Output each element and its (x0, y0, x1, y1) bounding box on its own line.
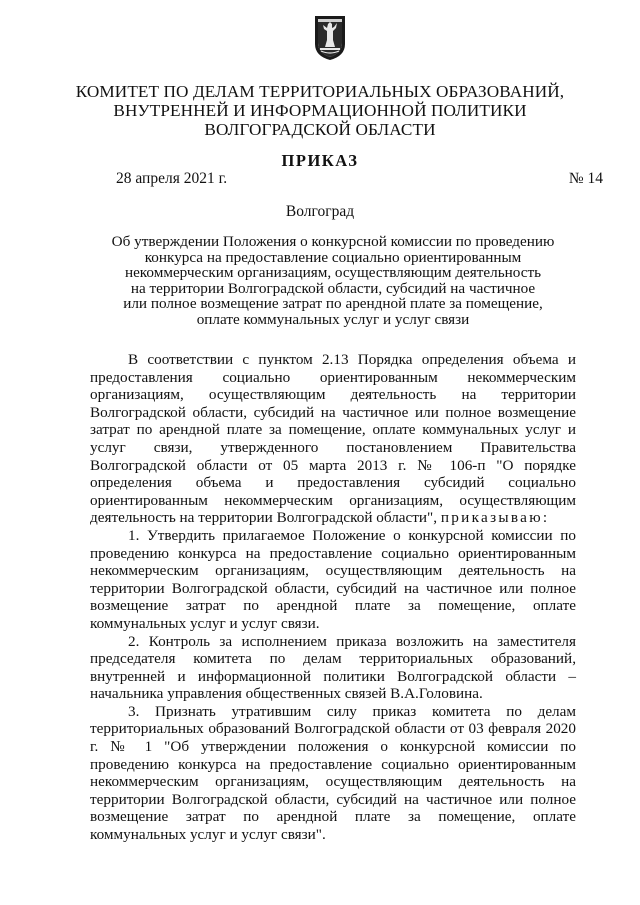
order-item: 3. Признать утратившим силу приказ комитета по делам территориальных образований Волгоградской области от 03 февраля 2020 г. № 1 "Об утверждении положения о конкурсной комиссии по проведению конкурса на предоставление социально ориентированным некоммерческим организациям, осуществляющим деятельность на территории Волгоградской области, субсидий на частичное или полное возмещение затрат по арендной плате за помещение, оплате коммунальных услуг и услуг связи". (90, 702, 576, 844)
volgograd-coat-of-arms-icon (313, 14, 347, 62)
preamble-text: В соответствии с пунктом 2.13 Порядка определения объема и предоставления социально ориентированным некоммерческим организациям, осуществляющим деятельность на территории Волгоградской области, субсидий на частичное или полное возмещение затрат по арендной плате за помещение, оплате коммунальных услуг и услуг связи, утвержденного постановлением Правительства Волгоградской области от 05 марта 2013 г. № 106-п "О порядке определения объема и предоставления субсидий социально ориентированным некоммерческим организациям, осуществляющим деятельность на территории Волгоградской области", (90, 351, 576, 527)
committee-header (60, 82, 580, 139)
header-line: КОМИТЕТ ПО ДЕЛАМ ТЕРРИТОРИАЛЬНЫХ ОБРАЗОВАНИЙ, (75, 82, 565, 101)
document-type-title: ПРИКАЗ (281, 151, 359, 170)
subject-line: некоммерческим организациям, осуществляющим деятельность (124, 264, 542, 282)
subject-line: Об утверждении Положения о конкурсной комиссии по проведению (111, 233, 555, 250)
document-body (90, 351, 576, 844)
header-line: ВОЛГОГРАДСКОЙ ОБЛАСТИ (204, 120, 436, 139)
document-subject (110, 234, 556, 328)
subject-line: на территории Волгоградской области, субсидий на частичное (130, 279, 536, 297)
document-date: 28 апреля 2021 г. (116, 170, 228, 187)
subject-line: или полное возмещение затрат по арендной плате за помещение, (123, 295, 543, 313)
subject-line: оплате коммунальных услуг и услуг связи (196, 310, 470, 328)
order-item: 1. Утвердить прилагаемое Положение о конкурсной комиссии по проведению конкурса на предоставление социально ориентированным некоммерческим организациям, осуществляющим деятельность на территории Волгоградской области, субсидий на частичное или полное возмещение затрат по арендной плате за помещение, оплате коммунальных услуг и услуг связи. (90, 526, 576, 632)
header-line: ВНУТРЕННЕЙ И ИНФОРМАЦИОННОЙ ПОЛИТИКИ (113, 101, 527, 120)
order-word: приказываю: (440, 509, 550, 527)
subject-line: конкурса на предоставление социально ориентированным (144, 248, 522, 266)
order-item: 2. Контроль за исполнением приказа возложить на заместителя председателя комитета по делам территориальных образований, внутренней и информационной политики Волгоградской области – начальника управления общественных связей В.А.Головина. (90, 632, 576, 703)
preamble-paragraph (90, 351, 576, 527)
document-number: № 14 (568, 170, 603, 187)
document-city: Волгоград (285, 203, 355, 220)
